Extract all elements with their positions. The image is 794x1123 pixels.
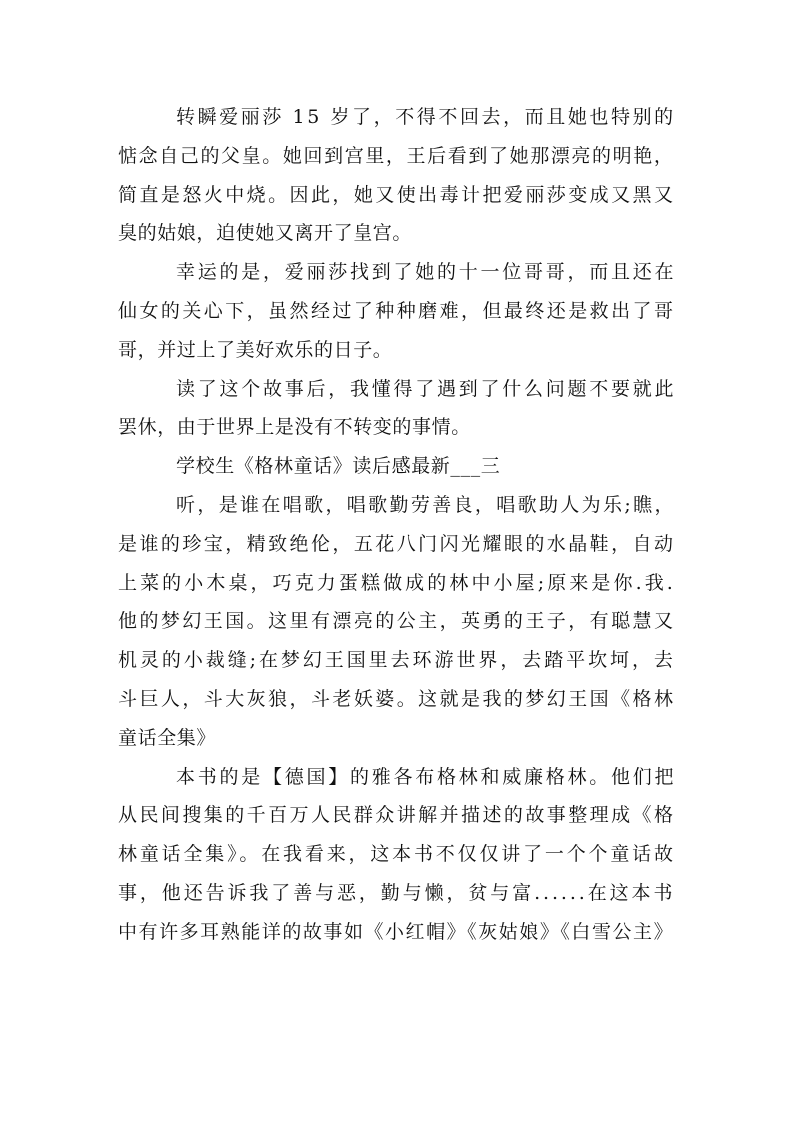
line-text: 读了这个故事后，我懂得了遇到了什么问题不要就此: [176, 377, 677, 400]
line-text: 林童话全集》。在我看来，这本书不仅仅讲了一个个童话故: [118, 843, 676, 866]
text-line: [118, 98, 678, 137]
document-body: [118, 98, 678, 952]
text-line: [118, 641, 678, 680]
text-line: [118, 292, 678, 331]
text-line: [118, 408, 678, 447]
line-text: 上菜的小木桌，巧克力蛋糕做成的林中小屋;原来是你.我.: [118, 571, 676, 594]
line-text: 机灵的小裁缝;在梦幻王国里去环游世界，去踏平坎坷，去: [118, 649, 676, 672]
line-text: 臭的姑娘，迫使她又离开了皇宫。: [118, 222, 413, 245]
text-line: [118, 602, 678, 641]
line-text: 学校生《格林童话》读后感最新___三: [176, 455, 501, 478]
text-line: [118, 913, 678, 952]
text-line: [118, 331, 678, 370]
line-text: 本书的是【德国】的雅各布格林和威廉格林。他们把: [176, 765, 677, 788]
text-line: [118, 214, 678, 253]
line-text: 他的梦幻王国。这里有漂亮的公主，英勇的王子，有聪慧又: [118, 610, 676, 633]
line-text: 从民间搜集的千百万人民群众讲解并描述的故事整理成《格: [118, 804, 676, 827]
text-line: [118, 486, 678, 525]
paragraph: [118, 98, 678, 253]
line-text: 简直是怒火中烧。因此，她又使出毒计把爱丽莎变成又黑又: [118, 183, 676, 206]
paragraph: [118, 486, 678, 758]
text-line: [118, 874, 678, 913]
text-line: [118, 137, 678, 176]
paragraph: [118, 253, 678, 369]
text-line: [118, 680, 678, 719]
text-line: [118, 176, 678, 215]
line-text: 中有许多耳熟能详的故事如《小红帽》《灰姑娘》《白雪公主》: [118, 920, 675, 943]
line-text: 幸运的是，爱丽莎找到了她的十一位哥哥，而且还在: [176, 261, 677, 284]
paragraph: [118, 447, 678, 486]
line-text: 仙女的关心下，虽然经过了种种磨难，但最终还是救出了哥: [118, 299, 676, 322]
line-text: 童话全集》: [118, 726, 217, 749]
line-text: 是谁的珍宝，精致绝伦，五花八门闪光耀眼的水晶鞋，自动: [118, 532, 676, 555]
text-line: [118, 253, 678, 292]
paragraph: [118, 370, 678, 448]
line-text: 斗巨人，斗大灰狼，斗老妖婆。这就是我的梦幻王国《格林: [118, 687, 676, 710]
paragraph: [118, 758, 678, 952]
text-line: [118, 758, 678, 797]
text-line: [118, 719, 678, 758]
line-text: 事，他还告诉我了善与恶，勤与懒，贫与富......在这本书: [118, 881, 676, 904]
line-text: 转瞬爱丽莎 15 岁了，不得不回去，而且她也特别的: [176, 106, 676, 128]
text-line: [118, 796, 678, 835]
text-line: [118, 564, 678, 603]
text-line: [118, 447, 678, 486]
line-text: 惦念自己的父皇。她回到宫里，王后看到了她那漂亮的明艳，: [118, 144, 675, 167]
text-line: [118, 525, 678, 564]
text-line: [118, 370, 678, 409]
line-text: 哥，并过上了美好欢乐的日子。: [118, 338, 393, 361]
line-text: 听，是谁在唱歌，唱歌勤劳善良，唱歌助人为乐;瞧，: [176, 493, 676, 516]
line-text: 罢休，由于世界上是没有不转变的事情。: [118, 416, 471, 439]
text-line: [118, 835, 678, 874]
